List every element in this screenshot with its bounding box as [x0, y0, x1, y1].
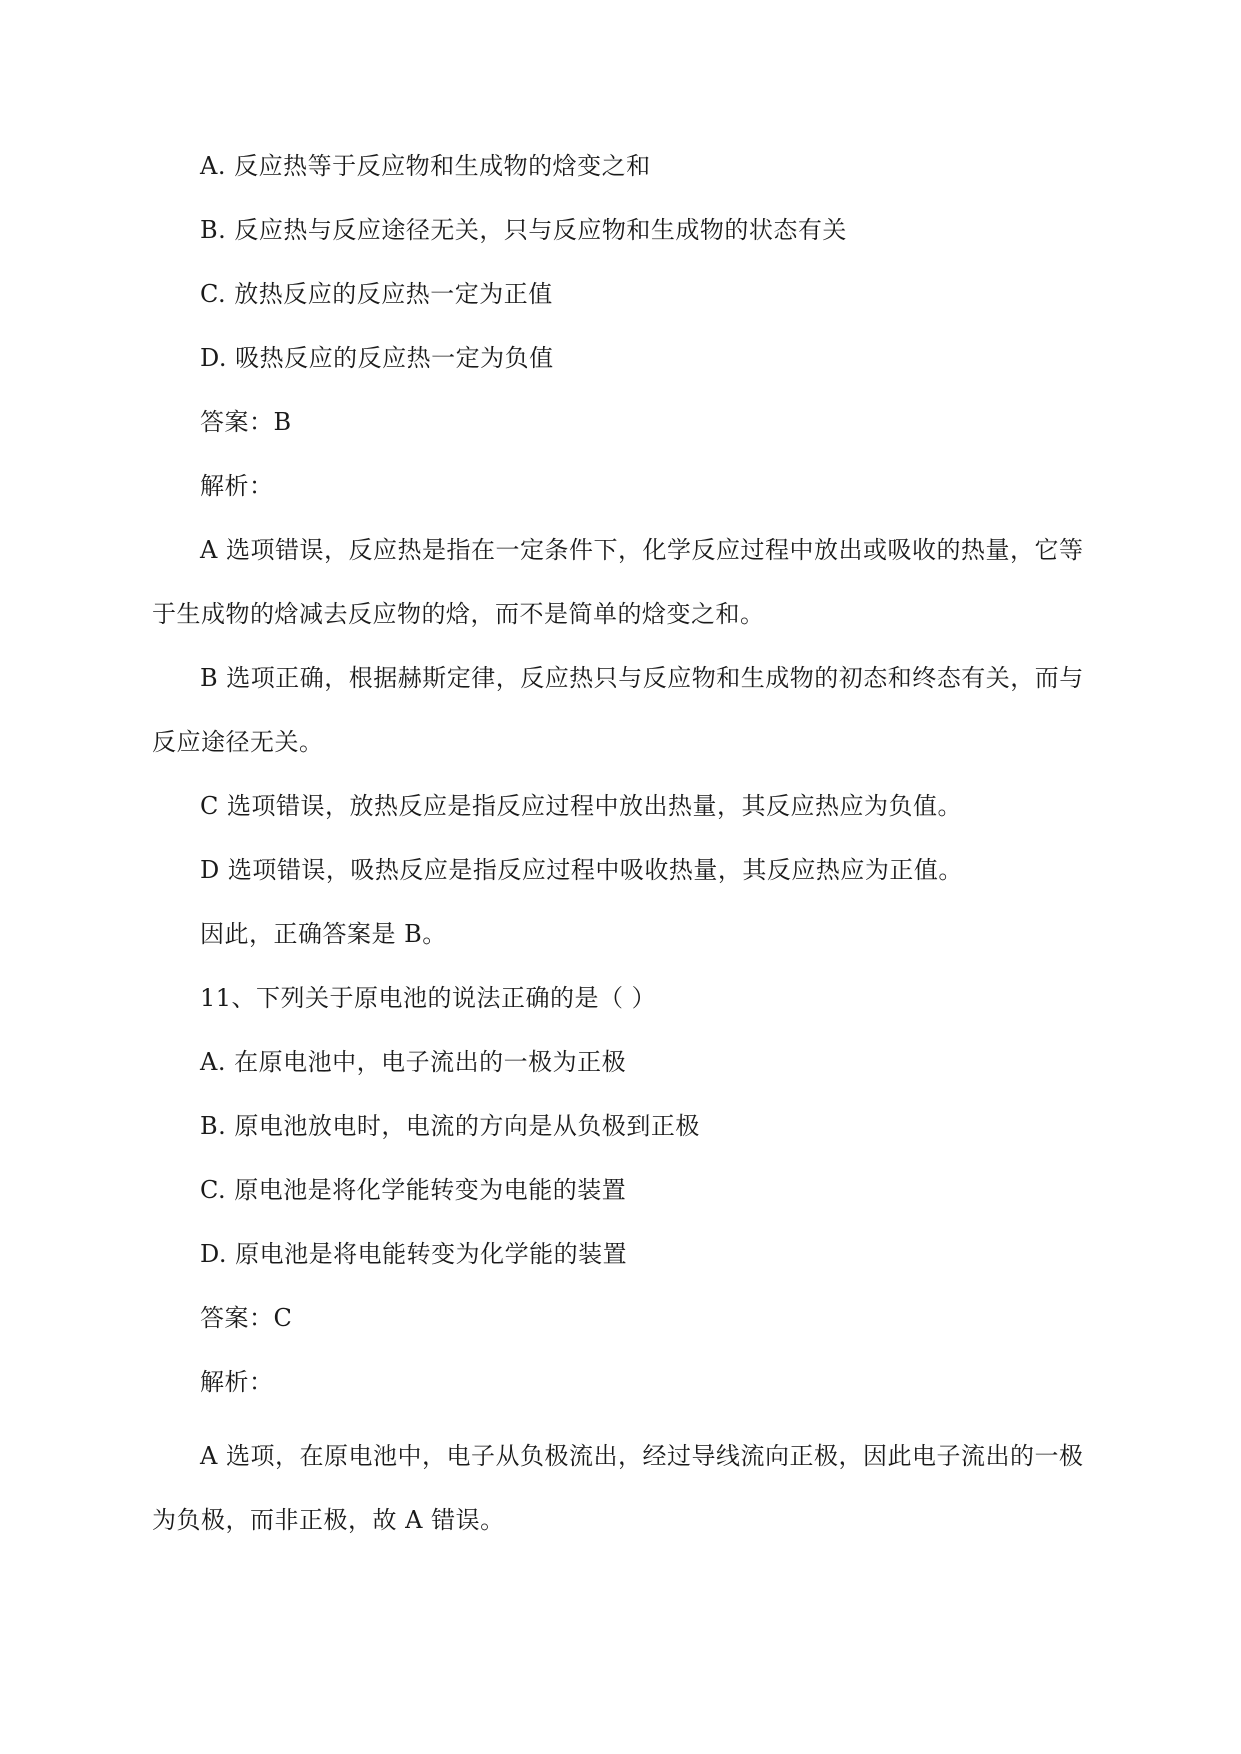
analysis-b-q10-line1: B 选项正确，根据赫斯定律，反应热只与反应物和生成物的初态和终态有关，而与 — [200, 664, 1084, 692]
answer-q11: 答案：C — [200, 1304, 293, 1332]
answer-q10: 答案：B — [200, 408, 292, 436]
option-d-q11: D. 原电池是将电能转变为化学能的装置 — [200, 1240, 628, 1268]
option-a-q11: A. 在原电池中，电子流出的一极为正极 — [200, 1048, 627, 1076]
option-a-q10: A. 反应热等于反应物和生成物的焓变之和 — [200, 152, 651, 180]
analysis-a-q11-line1: A 选项，在原电池中，电子从负极流出，经过导线流向正极，因此电子流出的一极 — [200, 1442, 1084, 1470]
analysis-c-q10: C 选项错误，放热反应是指反应过程中放出热量，其反应热应为负值。 — [200, 792, 962, 820]
option-c-q11: C. 原电池是将化学能转变为电能的装置 — [200, 1176, 627, 1204]
conclusion-q10: 因此，正确答案是 B。 — [200, 920, 447, 948]
question-11: 11、下列关于原电池的说法正确的是（ ） — [200, 984, 657, 1012]
option-d-q10: D. 吸热反应的反应热一定为负值 — [200, 344, 554, 372]
analysis-label-q11: 解析： — [200, 1368, 274, 1396]
analysis-d-q10: D 选项错误，吸热反应是指反应过程中吸收热量，其反应热应为正值。 — [200, 856, 963, 884]
analysis-label-q10: 解析： — [200, 472, 274, 500]
analysis-a-q10-line1: A 选项错误，反应热是指在一定条件下，化学反应过程中放出或吸收的热量，它等 — [200, 536, 1084, 564]
option-b-q11: B. 原电池放电时，电流的方向是从负极到正极 — [200, 1112, 700, 1140]
option-b-q10: B. 反应热与反应途径无关，只与反应物和生成物的状态有关 — [200, 216, 847, 244]
analysis-a-q11-line2: 为负极，而非正极，故 A 错误。 — [152, 1506, 505, 1534]
analysis-b-q10-line2: 反应途径无关。 — [152, 728, 324, 756]
option-c-q10: C. 放热反应的反应热一定为正值 — [200, 280, 553, 308]
analysis-a-q10-line2: 于生成物的焓减去反应物的焓，而不是简单的焓变之和。 — [152, 600, 765, 628]
